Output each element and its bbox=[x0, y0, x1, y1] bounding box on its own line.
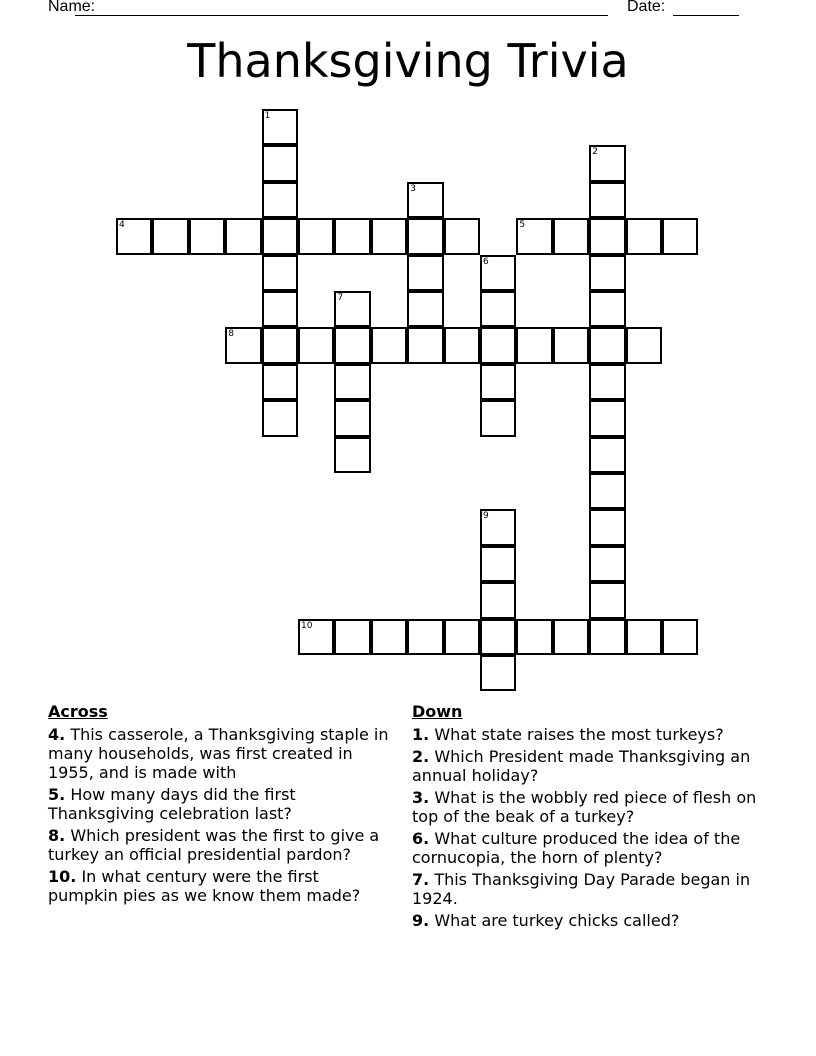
down-clues bbox=[412, 702, 757, 933]
grid-cell[interactable] bbox=[262, 291, 298, 327]
grid-cell[interactable] bbox=[444, 327, 480, 363]
grid-cell[interactable] bbox=[589, 291, 625, 327]
grid-cell[interactable] bbox=[480, 291, 516, 327]
grid-cell[interactable] bbox=[626, 327, 662, 363]
across-clues bbox=[48, 702, 393, 908]
grid-cell[interactable] bbox=[189, 218, 225, 254]
crossword-grid bbox=[117, 110, 717, 710]
down-heading: Down bbox=[412, 702, 463, 721]
clue-number: 7 bbox=[337, 293, 344, 303]
across-heading: Across bbox=[48, 702, 108, 721]
clue-number: 3 bbox=[410, 183, 416, 194]
grid-cell[interactable] bbox=[589, 327, 625, 363]
grid-cell[interactable] bbox=[516, 327, 552, 363]
grid-cell[interactable] bbox=[407, 182, 443, 218]
clue-number: 4 bbox=[119, 220, 125, 231]
grid-cell[interactable] bbox=[480, 400, 516, 436]
grid-cell[interactable] bbox=[334, 400, 370, 436]
grid-cell[interactable] bbox=[262, 327, 298, 363]
grid-cell[interactable] bbox=[589, 509, 625, 545]
page-title: Thanksgiving Trivia bbox=[187, 34, 629, 88]
grid-cell[interactable] bbox=[480, 509, 516, 545]
grid-cell[interactable] bbox=[262, 400, 298, 436]
grid-cell[interactable] bbox=[262, 218, 298, 254]
grid-cell[interactable] bbox=[298, 218, 334, 254]
grid-cell[interactable] bbox=[480, 546, 516, 582]
grid-cell[interactable] bbox=[298, 619, 334, 655]
grid-cell[interactable] bbox=[444, 218, 480, 254]
clue-number: 2 bbox=[592, 147, 598, 158]
date-label: Date: bbox=[627, 0, 666, 15]
clue-number: 10 bbox=[301, 620, 313, 631]
grid-cell[interactable] bbox=[262, 364, 298, 400]
clue-across-4: 4. This casserole, a Thanksgiving staple in many households, was first created in 1955, and is made with bbox=[48, 725, 389, 782]
grid-cell[interactable] bbox=[480, 582, 516, 618]
name-field[interactable] bbox=[75, 15, 608, 16]
grid-cell[interactable] bbox=[225, 327, 261, 363]
grid-cell[interactable] bbox=[262, 255, 298, 291]
grid-cell[interactable] bbox=[589, 437, 625, 473]
grid-cell[interactable] bbox=[480, 364, 516, 400]
clue-number: 6 bbox=[483, 256, 489, 267]
worksheet-header bbox=[0, 0, 816, 20]
grid-cell[interactable] bbox=[480, 655, 516, 691]
name-label: Name: bbox=[48, 0, 96, 15]
grid-cell[interactable] bbox=[298, 327, 334, 363]
grid-cell[interactable] bbox=[589, 400, 625, 436]
grid-cell[interactable] bbox=[334, 327, 370, 363]
clue-down-3: 3. What is the wobbly red piece of flesh on top of the beak of a turkey? bbox=[412, 788, 757, 826]
grid-cell[interactable] bbox=[589, 619, 625, 655]
grid-cell[interactable] bbox=[553, 619, 589, 655]
clue-number: 9 bbox=[483, 511, 489, 522]
grid-cell[interactable] bbox=[371, 327, 407, 363]
grid-cell[interactable] bbox=[262, 182, 298, 218]
clue-across-5: 5. How many days did the first Thanksgiving celebration last? bbox=[48, 785, 296, 823]
grid-cell[interactable] bbox=[407, 619, 443, 655]
grid-cell[interactable] bbox=[334, 437, 370, 473]
grid-cell[interactable] bbox=[516, 619, 552, 655]
clue-down-6: 6. What culture produced the idea of the cornucopia, the horn of plenty? bbox=[412, 829, 741, 867]
clue-down-9: 9. What are turkey chicks called? bbox=[412, 911, 680, 930]
clue-down-1: 1. What state raises the most turkeys? bbox=[412, 725, 724, 744]
grid-cell[interactable] bbox=[589, 255, 625, 291]
grid-cell[interactable] bbox=[371, 619, 407, 655]
grid-cell[interactable] bbox=[407, 255, 443, 291]
grid-cell[interactable] bbox=[152, 218, 188, 254]
grid-cell[interactable] bbox=[662, 619, 698, 655]
grid-cell[interactable] bbox=[262, 109, 298, 145]
grid-cell[interactable] bbox=[589, 473, 625, 509]
clue-across-10: 10. In what century were the first pumpkin pies as we know them made? bbox=[48, 867, 361, 905]
grid-cell[interactable] bbox=[407, 291, 443, 327]
grid-cell[interactable] bbox=[662, 218, 698, 254]
grid-cell[interactable] bbox=[116, 218, 152, 254]
grid-cell[interactable] bbox=[516, 218, 552, 254]
clue-down-2: 2. Which President made Thanksgiving an annual holiday? bbox=[412, 747, 751, 785]
grid-cell[interactable] bbox=[589, 546, 625, 582]
grid-cell[interactable] bbox=[589, 182, 625, 218]
grid-cell[interactable] bbox=[626, 218, 662, 254]
clue-number: 8 bbox=[228, 329, 234, 340]
clue-number: 1 bbox=[264, 111, 271, 121]
clue-number: 5 bbox=[519, 220, 526, 231]
grid-cell[interactable] bbox=[334, 291, 370, 327]
grid-cell[interactable] bbox=[334, 619, 370, 655]
grid-cell[interactable] bbox=[589, 582, 625, 618]
grid-cell[interactable] bbox=[407, 218, 443, 254]
grid-cell[interactable] bbox=[262, 145, 298, 181]
grid-cell[interactable] bbox=[334, 364, 370, 400]
grid-cell[interactable] bbox=[553, 218, 589, 254]
grid-cell[interactable] bbox=[589, 218, 625, 254]
grid-cell[interactable] bbox=[444, 619, 480, 655]
grid-cell[interactable] bbox=[626, 619, 662, 655]
clue-down-7: 7. This Thanksgiving Day Parade began in 1924. bbox=[412, 870, 751, 908]
date-field[interactable] bbox=[673, 15, 739, 16]
grid-cell[interactable] bbox=[480, 619, 516, 655]
grid-cell[interactable] bbox=[480, 255, 516, 291]
grid-cell[interactable] bbox=[589, 364, 625, 400]
grid-cell[interactable] bbox=[480, 327, 516, 363]
grid-cell[interactable] bbox=[589, 145, 625, 181]
grid-cell[interactable] bbox=[371, 218, 407, 254]
clue-across-8: 8. Which president was the first to give a turkey an official presidential pardon? bbox=[48, 826, 380, 864]
grid-cell[interactable] bbox=[407, 327, 443, 363]
grid-cell[interactable] bbox=[553, 327, 589, 363]
grid-cell[interactable] bbox=[334, 218, 370, 254]
grid-cell[interactable] bbox=[225, 218, 261, 254]
